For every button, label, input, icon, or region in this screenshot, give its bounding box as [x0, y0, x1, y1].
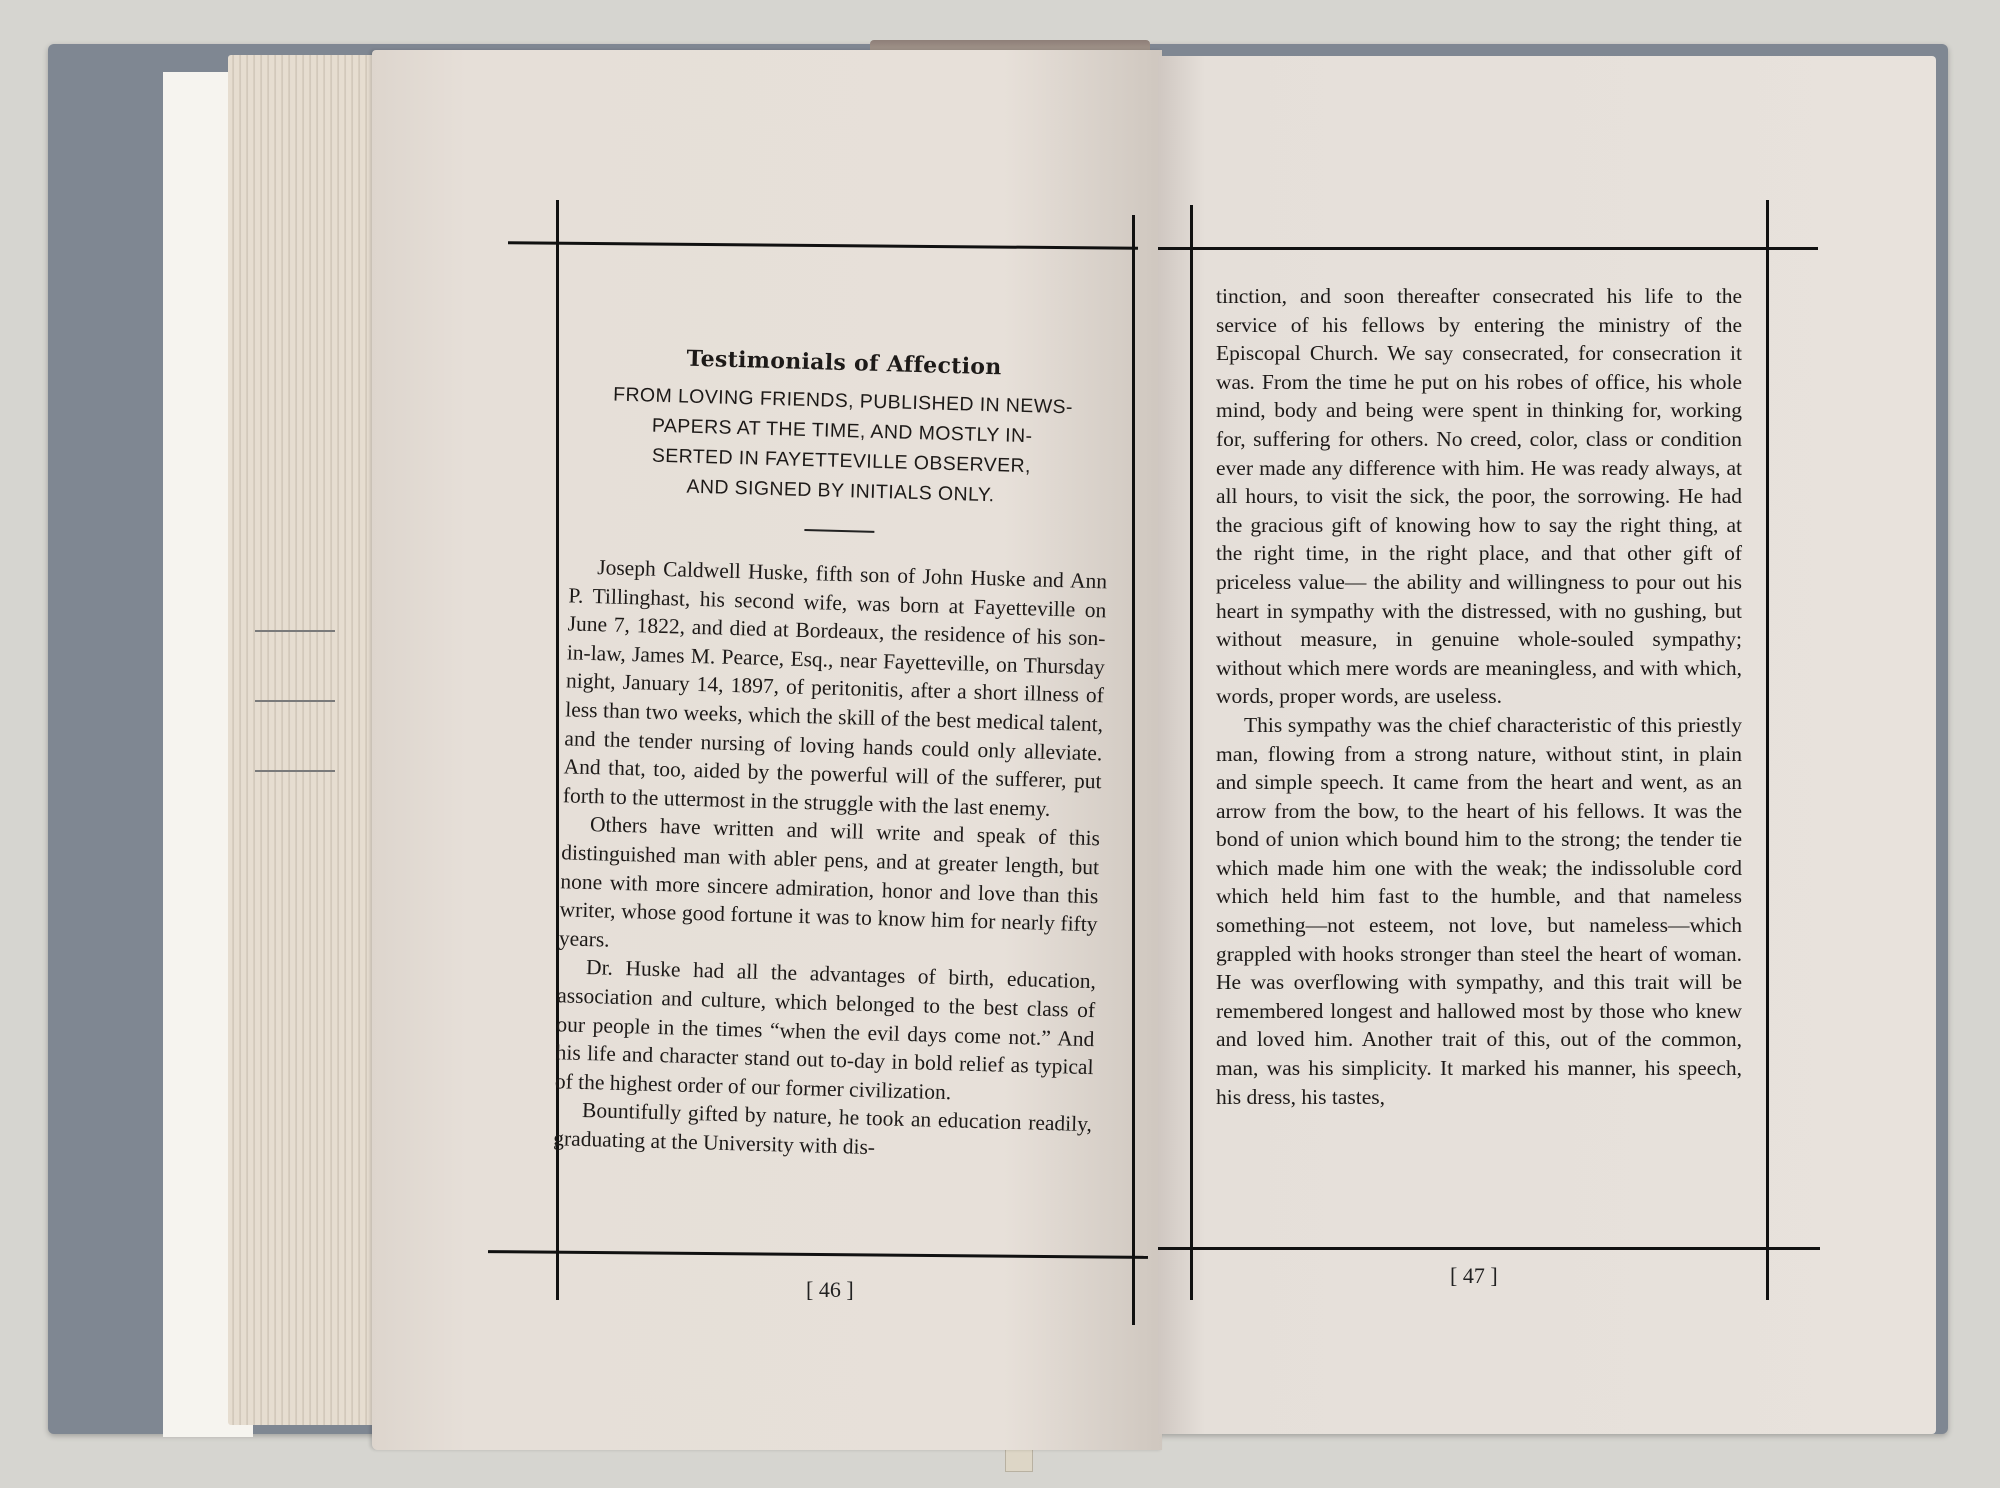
- frame-right-rule: [1766, 200, 1769, 1300]
- paragraph: Joseph Caldwell Huske, fifth son of John Huske and Ann P. Tillinghast, his second wife, was born at Fayetteville on June 7, 1822, and died at Bordeaux, the residence of his son-in-law, James M. Pearce, Esq., near Fayetteville, on Thursday night, January 14, 1897, of peritonitis, after a short illness of less than two weeks, which the skill of the best medical talent, and the tender nursing of loving hands could only alleviate. And that, too, aided by the powerful will of the sufferer, put forth to the uttermost in the struggle with the last enemy.: [562, 555, 1108, 821]
- frame-right-rule: [1132, 215, 1135, 1325]
- frame-top-rule: [1158, 247, 1818, 250]
- subtitle-line: PAPERS AT THE TIME, AND MOSTLY IN-: [651, 414, 1033, 448]
- subtitle-line: AND SIGNED BY INITIALS ONLY.: [686, 475, 995, 507]
- page-number: [ 47 ]: [1450, 1263, 1498, 1288]
- paragraph: Bountifully gifted by nature, he took an education readily, graduating at the University with dis-: [552, 1098, 1093, 1160]
- paragraph: tinction, and soon thereafter consecrated his life to the service of his fellows by entering the ministry of the Episcopal Church. We say consecrated, for consecration it was. From the time he put on his robes of office, his whole mind, body and being were spent in thinking for, working for, suffering for others. No creed, color, class or condition ever made any difference with him. He was ready always, at all hours, to visit the sick, the poor, the sorrowing. He had the gracious gift of knowing how to say the right thing, at the right time, in the right place, and that other gift of priceless value— the ability and willingness to pour out his heart in sympathy with the distressed, with no gushing, but without measure, in genuine whole-souled sympathy; without which mere words are meaningless, and with which, words, proper words, are useless.: [1216, 284, 1742, 709]
- subtitle-line: FROM LOVING FRIENDS, PUBLISHED IN NEWS-: [612, 383, 1074, 419]
- paragraph: This sympathy was the chief characteristic of this priestly man, flowing from a strong nature, without stint, in plain and simple speech. It came from the heart and went, as an arrow from the bow, to the heart of his fellows. It was the bond of union which bound him to the strong; the tender tie which made him one with the weak; the indissoluble cord which held him fast to the humble, and that nameless something—not esteem, not love, but nameless—which grappled with hooks stronger than steel the heart of woman. He was overflowing with sympathy, and this trait will be remembered longest and hallowed most by those who knew and loved him. Another trait of this, out of the common, man, was his simplicity. It marked his manner, his speech, his dress, his tastes,: [1216, 712, 1742, 1109]
- edge-mark: [255, 700, 335, 702]
- right-page-text: [1216, 282, 1742, 1111]
- edge-mark: [255, 630, 335, 632]
- section-title: Testimonials of Affection: [686, 345, 1002, 381]
- page-number: [ 46 ]: [806, 1277, 854, 1302]
- frame-bottom-rule: [1158, 1247, 1820, 1250]
- paragraph: Dr. Huske had all the advantages of birth, education, association and culture, which belonged to the best class of our people in the times “when the evil days come not.” And his life and character stand out to-day in bold relief as typical of the highest order of our former civilization.: [554, 955, 1097, 1104]
- left-page-text: [553, 322, 1114, 1167]
- page-edges: [228, 55, 388, 1425]
- subtitle-line: SERTED IN FAYETTEVILLE OBSERVER,: [651, 444, 1032, 478]
- frame-left-rule: [1190, 205, 1193, 1300]
- divider: [804, 529, 874, 533]
- paragraph: Others have written and will write and speak of this distinguished man with abler pens, and at greater length, but none with more sincere admiration, honor and love than this writer, whose good fortune it was to know him for nearly fifty years.: [558, 812, 1101, 952]
- section-subtitle: [571, 378, 1112, 513]
- edge-mark: [255, 770, 335, 772]
